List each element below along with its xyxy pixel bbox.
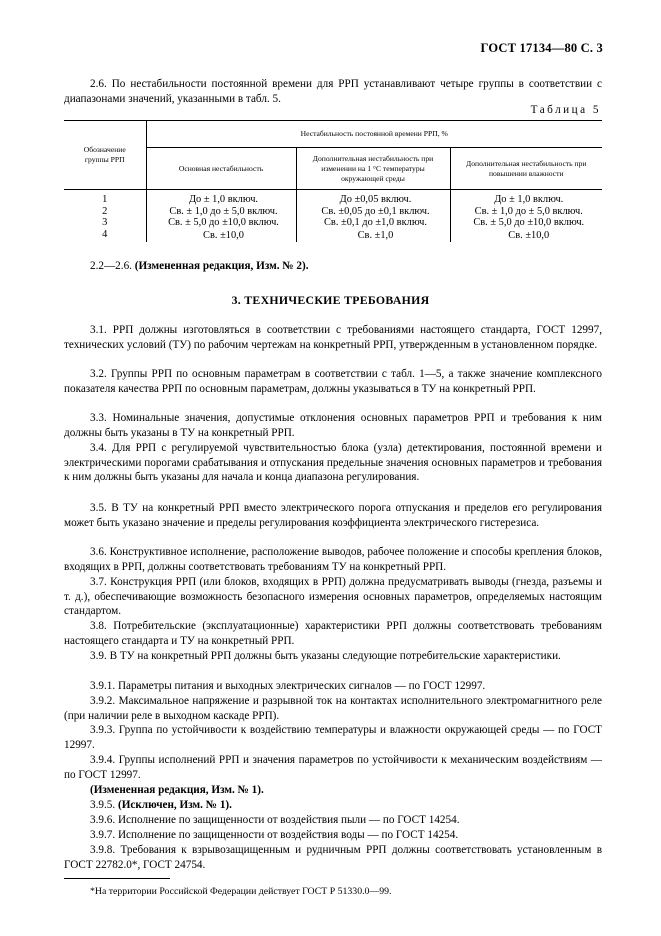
table-row [64,229,602,243]
cell-humid: Св. ± 1,0 до ± 5,0 включ. [450,206,602,218]
paragraph-3-9: 3.9. В ТУ на конкретный РРП должны быть указаны следующие потребительские характеристики. [90,650,561,662]
table-header-basic: Основная нестабильность [146,148,296,190]
paragraph-2-6-text: 2.6. По нестабильности постоянной времени для РРП устанавливают четыре группы в соответствии с диапазонами значений, указанными в табл. 5. [64,78,602,105]
cell-basic: До ± 1,0 включ. [146,190,296,206]
amendment-text: (Измененная редакция, Изм. № 2). [134,260,309,272]
paragraph-3-6: 3.6. Конструктивное исполнение, расположение выводов, рабочее положение и способы крепления блоков, входящих в РРП, должны соответствовать требованиям ТУ на конкретный РРП. [64,546,602,573]
footnote-divider [64,878,170,879]
cell-group: 1 [102,194,108,205]
cell-temp: Св. ±0,1 до ±1,0 включ. [296,217,450,229]
table-row [64,217,602,229]
amendment-1: (Измененная редакция, Изм. № 1). [90,784,264,796]
cell-group: 4 [102,228,108,240]
paragraph-3-9-4: 3.9.4. Группы исполнений РРП и значения параметров по устойчивости к механическим воздействиям — по ГОСТ 12997. [64,754,602,781]
paragraph-3-1: 3.1. РРП должны изготовляться в соответствии с требованиями настоящего стандарта, ГОСТ 12997, технических условий (ТУ) по рабочим чертежам на конкретный РРП, утвержденным в установленном порядке. [64,324,602,351]
cell-basic: Св. ± 5,0 до ±10,0 включ. [146,217,296,229]
cell-group: 2 [102,205,108,217]
paragraph-3-9-5 [64,798,602,813]
table-row [64,206,602,218]
paragraph-3-9-5-prefix: 3.9.5. [90,799,116,811]
cell-humid: Св. ±10,0 [450,229,602,243]
amendment-2-2-2-6 [64,259,602,274]
table-super-header: Нестабильность постоянной времени РРП, % [146,121,602,148]
paragraph-3-8: 3.8. Потребительские (эксплуатационные) характеристики РРП должны соответствовать требованиям настоящего стандарта и ТУ на конкретный РРП. [64,620,602,647]
paragraph-2-6 [64,77,602,106]
paragraph-3-2: 3.2. Группы РРП по основным параметрам в соответствии с табл. 1—5, а также значение комплексного показателя качества РРП по основным параметрам, должны указываться в ТУ на конкретный РРП. [64,368,602,395]
cell-basic: Св. ±10,0 [146,229,296,243]
paragraph-3-5: 3.5. В ТУ на конкретный РРП вместо электрического порога отпускания и пределов его регулирования может быть указано значение и пределы регулирования коэффициента электрического гистерезиса. [64,502,602,529]
table-header-group: Обозначение группы РРП [64,121,146,190]
paragraph-3-7: 3.7. Конструкция РРП (или блоков, входящих в РРП) должна предусматривать выводы (гнезда, разъемы и т. д.), обеспечивающие возможность безопасного измерения основных параметров, определяемых настоящим стандартом. [64,576,602,618]
paragraph-3-9-5-text: (Исключен, Изм. № 1). [117,799,232,811]
cell-humid: До ± 1,0 включ. [450,190,602,206]
paragraph-3-4: 3.4. Для РРП с регулируемой чувствительностью блока (узла) детектирования, постоянной времени и электрическими порогами срабатывания и отпускания предельные значения основных параметров и требования к ним должны быть указаны для начала и конца диапазона регулирования. [64,442,602,484]
section-title: 3. ТЕХНИЧЕСКИЕ ТРЕБОВАНИЯ [231,293,430,307]
cell-temp: Св. ±1,0 [296,229,450,243]
amendment-prefix: 2.2—2.6. [90,260,132,272]
table-caption: Таблица 5 [530,104,601,116]
table-row [64,190,602,206]
table-header-humid: Дополнительная нестабильность при повышении влажности [450,148,602,190]
paragraph-3-9-1: 3.9.1. Параметры питания и выходных электрических сигналов — по ГОСТ 12997. [90,680,486,692]
paragraph-3-9-3: 3.9.3. Группа по устойчивости к воздействию температуры и влажности окружающей среды — по ГОСТ 12997. [64,724,602,751]
table-header-temp: Дополнительная нестабильность при изменении на 1 °С температуры окружающей среды [296,148,450,190]
cell-basic: Св. ± 1,0 до ± 5,0 включ. [146,206,296,218]
paragraph-3-9-8: 3.9.8. Требования к взрывозащищенным и рудничным РРП должны соответствовать установленным в ГОСТ 22782.0*, ГОСТ 24754. [64,844,602,871]
paragraph-3-9-6: 3.9.6. Исполнение по защищенности от воздействия пыли — по ГОСТ 14254. [90,814,460,826]
cell-humid: Св. ± 5,0 до ±10,0 включ. [450,217,602,229]
paragraph-3-9-7: 3.9.7. Исполнение по защищенности от воздействия воды — по ГОСТ 14254. [90,829,459,841]
page-header: ГОСТ 17134—80 С. 3 [480,41,603,55]
footnote: *На территории Российской Федерации действует ГОСТ Р 51330.0—99. [90,886,392,897]
paragraph-3-9-2: 3.9.2. Максимальное напряжение и разрывной ток на контактах исполнительного электромагнитного реле (при наличии реле в выходном каскаде РРП). [64,695,602,722]
cell-temp: До ±0,05 включ. [296,190,450,206]
table-5 [64,120,602,242]
cell-temp: Св. ±0,05 до ±0,1 включ. [296,206,450,218]
paragraph-3-3: 3.3. Номинальные значения, допустимые отклонения основных параметров РРП и требования к ним должны быть указаны в ТУ на конкретный РРП. [64,412,602,439]
cell-group: 3 [102,217,108,229]
